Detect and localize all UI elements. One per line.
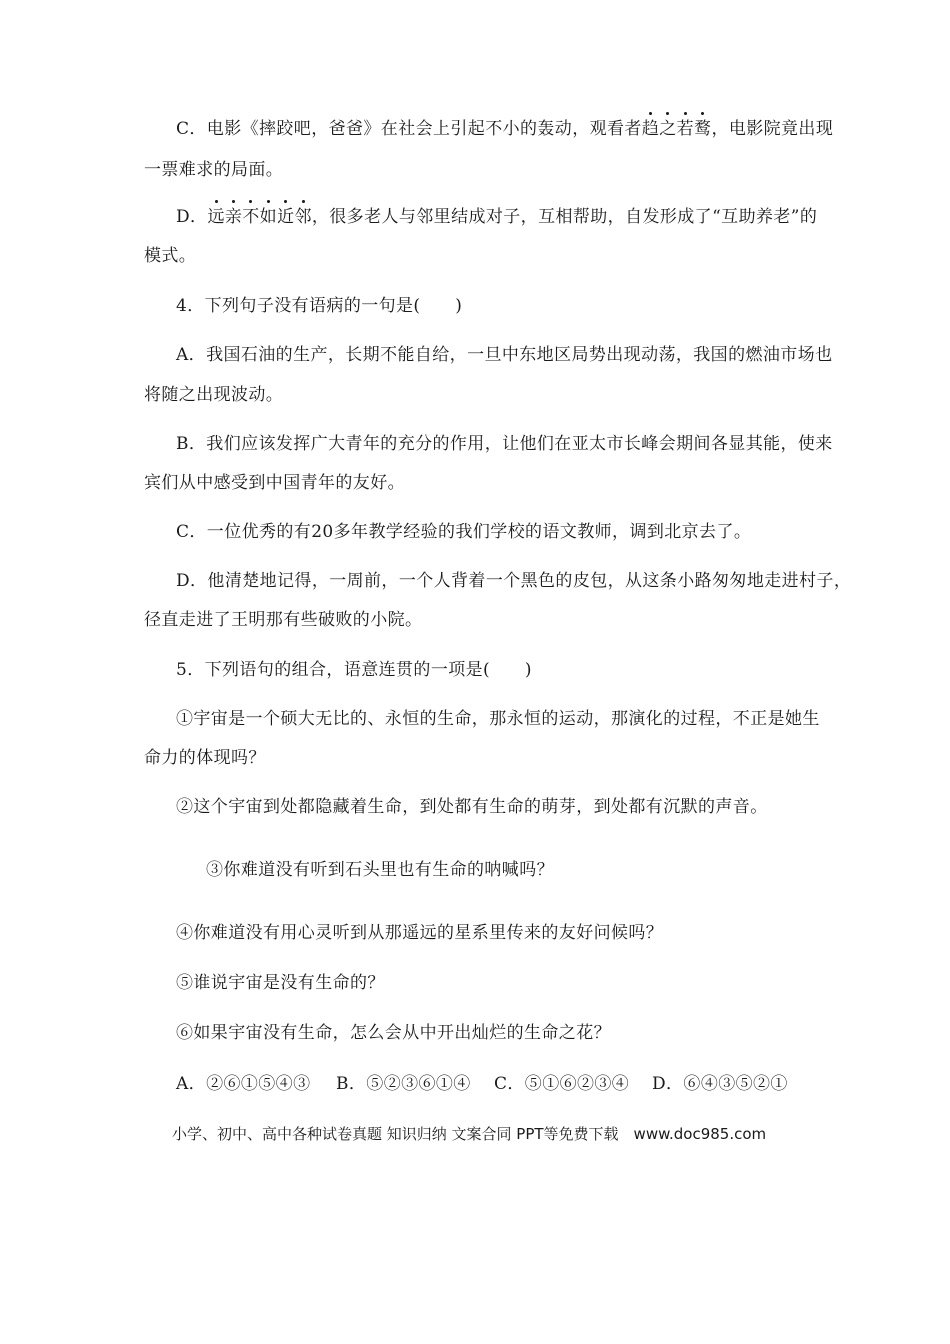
footer-watermark-text: 小学、初中、高中各种试卷真题 知识归纳 文案合同 PPT等免费下载 www.doc985.com — [172, 1125, 767, 1143]
q4-stem: 4．下列句子没有语病的一句是( ) — [176, 296, 463, 316]
q4-option-a-line1: A．我国石油的生产，长期不能自给，一旦中东地区局势出现动荡，我国的燃油市场也 — [176, 345, 833, 365]
emphasis-char: 之 — [659, 119, 677, 139]
emphasis-char: 远 — [207, 207, 225, 227]
emphasis-char: 近 — [277, 207, 295, 227]
emphasis-char: 鹜 — [694, 119, 712, 139]
q4-option-d-line2: 径直走进了王明那有些破败的小院。 — [144, 610, 423, 630]
q4-option-d-line1: D．他清楚地记得，一周前，一个人背着一个黑色的皮包，从这条小路匆匆地走进村子， — [176, 571, 852, 591]
q4-option-b-line1: B．我们应该发挥广大青年的充分的作用，让他们在亚太市长峰会期间各显其能，使来 — [176, 434, 833, 454]
q5-option-c: C．⑤①⑥②③④ — [494, 1074, 630, 1094]
q3-option-d-suffix: ，很多老人与邻里结成对子，互相帮助，自发形成了“互助养老”的 — [311, 207, 818, 227]
emphasis-char: 趋 — [641, 119, 660, 139]
q5-option-a: A．②⑥①⑤④③ — [176, 1074, 311, 1094]
q3-option-c-line1 — [176, 118, 833, 140]
q3-option-d-line2: 模式。 — [144, 246, 197, 266]
q3-option-c-line2: 一票难求的局面。 — [144, 160, 284, 180]
q5-sentence-2: ②这个宇宙到处都隐藏着生命，到处都有生命的萌芽，到处都有沉默的声音。 — [176, 797, 768, 817]
q5-sentence-1-line1: ①宇宙是一个硕大无比的、永恒的生命，那永恒的运动，那演化的过程，不正是她生 — [176, 709, 820, 729]
q4-option-b-line2: 宾们从中感受到中国青年的友好。 — [144, 473, 405, 493]
q5-option-b: B．⑤②③⑥①④ — [336, 1074, 471, 1094]
q4-option-c-line1: C．一位优秀的有20多年教学经验的我们学校的语文教师，调到北京去了。 — [176, 522, 752, 542]
q3-option-d-line1 — [176, 206, 817, 228]
q5-options — [176, 1073, 788, 1095]
q3-option-d-prefix: D． — [176, 207, 208, 227]
q5-stem: 5．下列语句的组合，语意连贯的一项是( ) — [176, 660, 532, 680]
emphasis-char: 不 — [242, 207, 260, 227]
q5-sentence-4: ④你难道没有用心灵听到从那遥远的星系里传来的友好问候吗？ — [176, 923, 664, 943]
q5-option-d: D．⑥④③⑤②① — [652, 1074, 788, 1094]
q5-sentence-1-line2: 命力的体现吗？ — [144, 748, 266, 768]
emphasis-char: 亲 — [224, 207, 243, 227]
q3-option-c-prefix: C．电影《摔跤吧，爸爸》在社会上引起不小的轰动，观看者 — [176, 119, 642, 139]
q3-option-d-emphasized-idiom — [207, 207, 311, 227]
q5-sentence-5: ⑤谁说宇宙是没有生命的？ — [176, 973, 385, 993]
emphasis-char: 邻 — [294, 207, 312, 227]
q4-option-a-line2: 将随之出现波动。 — [144, 385, 284, 405]
q3-option-c-suffix: ，电影院竟出现 — [711, 119, 834, 139]
emphasis-char: 若 — [676, 119, 695, 139]
emphasis-char: 如 — [259, 207, 278, 227]
q5-sentence-3: ③你难道没有听到石头里也有生命的呐喊吗？ — [206, 860, 554, 880]
q3-option-c-emphasized-idiom — [642, 119, 712, 139]
q5-sentence-6: ⑥如果宇宙没有生命，怎么会从中开出灿烂的生命之花？ — [176, 1023, 611, 1043]
